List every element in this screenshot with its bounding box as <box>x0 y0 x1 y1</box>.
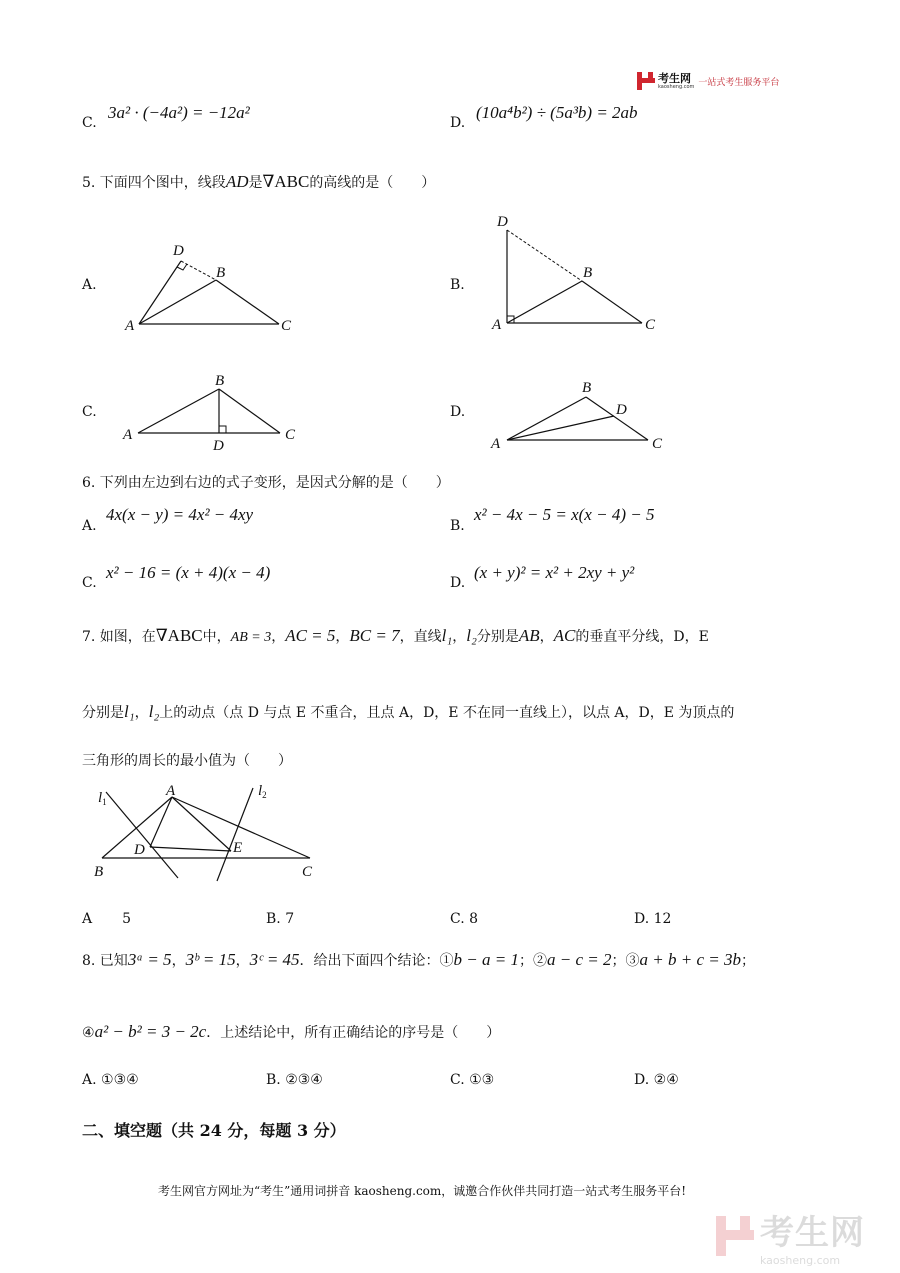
q7-figure <box>90 780 330 889</box>
svg-text:l1 <box>98 790 107 807</box>
q7-option-a: A 5 <box>82 911 132 927</box>
q6-option-a-label: A. <box>82 518 97 534</box>
q6-option-c-label: C. <box>82 575 97 591</box>
q5-option-c-label: C. <box>82 404 97 420</box>
q8-option-a: A. ①③④ <box>82 1072 139 1088</box>
q5b-point-C: C <box>645 317 656 333</box>
q8-option-d: D. ②④ <box>634 1072 679 1088</box>
watermark-logo <box>716 1205 865 1267</box>
q7-line3: 三角形的周长的最小值为（ ） <box>82 753 292 769</box>
q5a-point-C: C <box>281 318 292 334</box>
q6-option-b-label: B. <box>450 518 465 534</box>
q8-line1: 8. 已知3ᵃ = 5，3ᵇ = 15，3ᶜ = 45．给出下面四个结论：①b − a = 1；②a − c = 2；③a + b + c = 3b； <box>82 950 755 969</box>
q5d-point-A: A <box>491 436 501 452</box>
q7-option-b: B. 7 <box>266 911 295 927</box>
q5-option-d-label: D. <box>450 404 466 420</box>
q8-line2: ④a² − b² = 3 − 2c．上述结论中，所有正确结论的序号是（ ） <box>82 1022 501 1041</box>
q7-point-D: D <box>134 842 145 858</box>
q7-point-C: C <box>302 864 313 880</box>
logo-text: 考生网 <box>658 71 691 85</box>
q6-option-a-expr: 4x(x − y) = 4x² − 4xy <box>106 505 254 524</box>
q5b-point-D: D <box>497 214 508 230</box>
footer-text: 考生网官方网址为“考生”通用词拼音 kaosheng.com，诚邀合作伙伴共同打造一站式考生服务平台! <box>158 1184 687 1198</box>
q8-option-c: C. ①③ <box>450 1072 495 1088</box>
q5c-point-D: D <box>213 438 224 454</box>
section-2-title: 二、填空题（共 24 分，每题 3 分） <box>82 1121 346 1140</box>
q5a-point-B: B <box>216 265 226 281</box>
q5-figure-b <box>485 210 675 344</box>
q8-option-b: B. ②③④ <box>266 1072 323 1088</box>
q7-line-l2: l <box>258 783 263 799</box>
q5d-point-D: D <box>616 402 627 418</box>
q4-c-expr: 3a² · (−4a²) = −12a² <box>108 103 250 122</box>
q5-figure-a <box>115 235 315 344</box>
logo-mark-icon <box>637 72 655 90</box>
q5d-point-C: C <box>652 436 663 452</box>
q7-line-l2-sub: 2 <box>262 790 267 800</box>
q5-option-b-label: B. <box>450 277 465 293</box>
q7-point-E: E <box>233 840 243 856</box>
q7-line1: 7. 如图，在∇ABC中，AB = 3，AC = 5，BC = 7，直线l₁，l₂分别是AB，AC的垂直平分线，D，E <box>82 626 709 645</box>
q5d-point-B: B <box>582 380 592 396</box>
q7-line-l1-sub: 1 <box>102 797 107 807</box>
q5a-point-A: A <box>125 318 135 334</box>
logo-sub: kaosheng.com <box>658 83 695 90</box>
q6-option-d-expr: (x + y)² = x² + 2xy + y² <box>474 563 635 582</box>
q7-option-d: D. 12 <box>634 911 672 927</box>
q5-figure-d <box>485 372 675 461</box>
q5b-point-B: B <box>583 265 593 281</box>
q5-option-a-label: A. <box>82 277 97 293</box>
svg-text:l2 <box>258 783 267 800</box>
q6-option-d-label: D. <box>450 575 466 591</box>
watermark-text: 考生网 <box>760 1213 865 1253</box>
q5c-point-B: B <box>215 373 225 389</box>
q4-c-label: C. <box>82 115 97 131</box>
watermark-sub: kaosheng.com <box>760 1254 841 1267</box>
q5-stem: 5. 下面四个图中，线段AD是∇ABC的高线的是（ ） <box>82 172 436 191</box>
q4-d-expr: (10a⁴b²) ÷ (5a³b) = 2ab <box>476 103 638 122</box>
watermark-mark-icon <box>716 1216 754 1256</box>
q4-d-label: D. <box>450 115 466 131</box>
q7-option-c: C. 8 <box>450 911 479 927</box>
q6-stem: 6. 下列由左边到右边的式子变形，是因式分解的是（ ） <box>82 475 450 491</box>
q5b-point-A: A <box>492 317 502 333</box>
q5a-point-D: D <box>173 243 184 259</box>
q7-line2: 分别是l₁，l₂上的动点（点 D 与点 E 不重合，且点 A，D，E 不在同一直线上），以点 A，D，E 为顶点的 <box>82 702 735 721</box>
q6-option-c-expr: x² − 16 = (x + 4)(x − 4) <box>106 563 271 582</box>
q7-point-B: B <box>94 864 104 880</box>
logo-slogan: 一站式考生服务平台 <box>698 77 780 88</box>
q7-point-A: A <box>166 783 176 799</box>
q5c-point-A: A <box>123 427 133 443</box>
q6-option-b-expr: x² − 4x − 5 = x(x − 4) − 5 <box>474 505 655 524</box>
q5-figure-c <box>115 365 315 459</box>
q7-line-l1: l <box>98 790 103 806</box>
q5c-point-C: C <box>285 427 296 443</box>
header-logo <box>637 72 779 90</box>
